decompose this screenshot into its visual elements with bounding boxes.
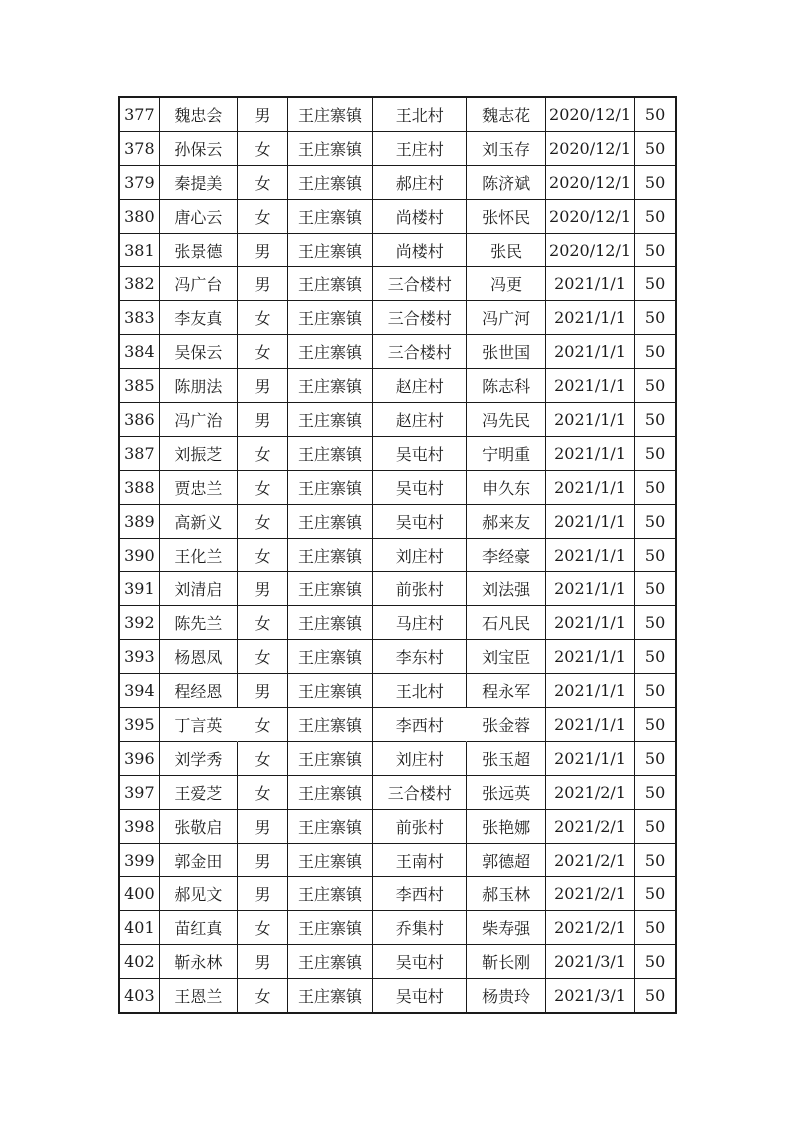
table-cell: 王庄寨镇 — [288, 979, 373, 1012]
table-cell: 390 — [120, 539, 160, 573]
table-cell: 50 — [644, 986, 666, 1006]
table-cell: 393 — [120, 640, 160, 674]
table-cell: 男 — [238, 369, 288, 403]
table-row — [120, 98, 675, 132]
table-cell: 男 — [238, 234, 288, 268]
table-cell: 女 — [238, 471, 288, 505]
table-cell: 郝玉林 — [467, 877, 545, 911]
table-row — [120, 437, 675, 471]
table-cell: 381 — [120, 234, 160, 268]
table-cell: 50 — [635, 132, 675, 166]
table-cell: 50 — [635, 539, 675, 573]
table-cell: 403 — [120, 979, 160, 1012]
table-cell: 2021/2/1 — [546, 911, 635, 945]
table-cell: 2021/1/1 — [546, 742, 635, 776]
table-cell: 程经恩 — [160, 674, 238, 708]
table-body — [120, 98, 675, 1012]
table-cell: 女 — [238, 776, 288, 810]
table-cell: 50 — [635, 674, 675, 708]
table-cell: 王庄寨镇 — [288, 471, 373, 505]
table-cell: 50 — [635, 98, 675, 132]
table-cell: 郝庄村 — [373, 166, 467, 200]
table-row — [120, 505, 675, 539]
table-cell: 50 — [635, 877, 675, 911]
table-cell: 396 — [120, 742, 160, 776]
table-cell: 50 — [635, 572, 675, 606]
table-cell: 贾忠兰 — [160, 471, 238, 505]
table-row — [120, 844, 675, 878]
table-cell: 50 — [635, 810, 675, 844]
table-cell: 50 — [635, 369, 675, 403]
table-cell: 吴保云 — [160, 335, 238, 369]
table-cell: 402 — [120, 945, 160, 979]
table-cell: 李西村 — [373, 708, 467, 742]
table-cell: 魏忠会 — [160, 98, 238, 132]
table-cell: 女 — [238, 979, 288, 1012]
table-cell: 2020/12/1 — [546, 98, 635, 132]
table-cell: 391 — [120, 572, 160, 606]
table-cell: 50 — [635, 267, 675, 301]
table-row — [120, 606, 675, 640]
table-cell: 王庄寨镇 — [288, 166, 373, 200]
table-cell: 王庄寨镇 — [288, 505, 373, 539]
table-cell: 郭金田 — [160, 844, 238, 878]
table-cell: 2021/1/1 — [546, 369, 635, 403]
table-cell: 王庄寨镇 — [288, 132, 373, 166]
table-cell: 宁明重 — [467, 437, 545, 471]
table-row — [120, 132, 675, 166]
table-cell: 王庄寨镇 — [288, 369, 373, 403]
table-cell: 张敬启 — [160, 810, 238, 844]
table-cell: 吴屯村 — [373, 471, 467, 505]
table-cell: 2021/2/1 — [546, 877, 635, 911]
table-cell: 50 — [635, 166, 675, 200]
table-cell: 50 — [635, 437, 675, 471]
table-cell: 2021/1/1 — [546, 403, 635, 437]
table-cell: 380 — [120, 200, 160, 234]
records-table — [118, 96, 677, 1014]
table-cell: 50 — [635, 505, 675, 539]
table-cell: 女 — [238, 301, 288, 335]
table-cell: 389 — [120, 505, 160, 539]
table-cell: 王北村 — [373, 98, 467, 132]
table-cell: 程永军 — [467, 674, 545, 708]
table-cell: 50 — [635, 403, 675, 437]
table-cell: 刘宝臣 — [467, 640, 545, 674]
table-cell: 丁言英 — [160, 708, 238, 742]
table-cell: 王庄村 — [373, 132, 467, 166]
table-cell: 王庄寨镇 — [288, 200, 373, 234]
table-cell: 李西村 — [373, 877, 467, 911]
table-cell: 冯广治 — [160, 403, 238, 437]
table-cell: 2021/1/1 — [546, 640, 635, 674]
table-row — [120, 166, 675, 200]
table-cell: 2021/1/1 — [546, 505, 635, 539]
table-cell: 张民 — [467, 234, 545, 268]
table-cell: 郝来友 — [467, 505, 545, 539]
table-cell: 2021/3/1 — [546, 979, 635, 1012]
table-cell: 王庄寨镇 — [288, 301, 373, 335]
table-cell: 马庄村 — [373, 606, 467, 640]
table-cell: 男 — [238, 945, 288, 979]
table-cell: 女 — [238, 640, 288, 674]
table-cell: 苗红真 — [160, 911, 238, 945]
table-cell: 2020/12/1 — [546, 234, 635, 268]
table-cell: 401 — [120, 911, 160, 945]
table-cell: 张玉超 — [467, 742, 545, 776]
table-row — [120, 810, 675, 844]
table-cell: 男 — [238, 674, 288, 708]
table-cell: 刘庄村 — [373, 539, 467, 573]
table-cell: 前张村 — [373, 572, 467, 606]
table-cell: 50 — [635, 301, 675, 335]
table-cell: 女 — [238, 132, 288, 166]
table-cell: 2021/1/1 — [546, 708, 635, 742]
table-cell: 2021/1/1 — [546, 267, 635, 301]
table-row — [120, 572, 675, 606]
table-cell: 男 — [238, 810, 288, 844]
table-cell: 王庄寨镇 — [288, 437, 373, 471]
table-cell: 申久东 — [467, 471, 545, 505]
table-cell: 377 — [120, 98, 160, 132]
table-cell: 王庄寨镇 — [288, 572, 373, 606]
table-row — [120, 708, 675, 742]
table-cell: 50 — [635, 606, 675, 640]
table-cell: 2020/12/1 — [546, 166, 635, 200]
table-row — [120, 267, 675, 301]
table-row — [120, 742, 675, 776]
table-cell: 2021/1/1 — [546, 674, 635, 708]
table-cell: 前张村 — [373, 810, 467, 844]
table-cell: 378 — [120, 132, 160, 166]
table-cell: 王化兰 — [160, 539, 238, 573]
table-cell: 刘玉存 — [467, 132, 545, 166]
table-row — [120, 471, 675, 505]
table-cell: 冯更 — [467, 267, 545, 301]
table-cell: 尚楼村 — [373, 200, 467, 234]
table-cell: 50 — [635, 911, 675, 945]
table-cell: 398 — [120, 810, 160, 844]
table-cell: 刘学秀 — [160, 742, 238, 776]
table-cell: 尚楼村 — [373, 234, 467, 268]
table-cell: 高新义 — [160, 505, 238, 539]
table-row — [120, 877, 675, 911]
table-cell: 陈朋法 — [160, 369, 238, 403]
table-cell: 王恩兰 — [160, 979, 238, 1012]
table-cell: 2021/2/1 — [546, 776, 635, 810]
table-cell: 陈济斌 — [467, 166, 545, 200]
table-cell: 2021/3/1 — [546, 945, 635, 979]
table-cell: 2021/1/1 — [546, 301, 635, 335]
table-cell: 杨恩凤 — [160, 640, 238, 674]
table-cell: 刘振芝 — [160, 437, 238, 471]
table-cell: 王南村 — [373, 844, 467, 878]
table-cell: 三合楼村 — [373, 335, 467, 369]
table-row — [120, 301, 675, 335]
table-cell: 394 — [120, 674, 160, 708]
table-cell: 王爱芝 — [160, 776, 238, 810]
table-cell: 男 — [238, 572, 288, 606]
table-cell: 赵庄村 — [373, 403, 467, 437]
table-cell: 50 — [635, 844, 675, 878]
table-cell: 张远英 — [467, 776, 545, 810]
table-cell: 50 — [635, 640, 675, 674]
table-cell: 吴屯村 — [373, 437, 467, 471]
table-cell: 靳永林 — [160, 945, 238, 979]
table-cell: 冯广河 — [467, 301, 545, 335]
table-cell: 王庄寨镇 — [288, 539, 373, 573]
table-cell: 冯先民 — [467, 403, 545, 437]
table-cell: 三合楼村 — [373, 301, 467, 335]
table-cell: 李东村 — [373, 640, 467, 674]
table-cell: 张艳娜 — [467, 810, 545, 844]
table-cell: 陈志科 — [467, 369, 545, 403]
table-cell: 郝见文 — [160, 877, 238, 911]
table-cell: 50 — [635, 200, 675, 234]
table-cell: 孙保云 — [160, 132, 238, 166]
table-cell: 王庄寨镇 — [288, 335, 373, 369]
table-cell: 王庄寨镇 — [288, 267, 373, 301]
table-cell: 男 — [238, 403, 288, 437]
table-cell: 女 — [238, 437, 288, 471]
table-cell: 男 — [238, 844, 288, 878]
table-cell: 张金蓉 — [467, 708, 545, 742]
table-cell: 50 — [635, 335, 675, 369]
table-cell: 王庄寨镇 — [288, 810, 373, 844]
table-cell: 杨贵玲 — [467, 979, 545, 1012]
table-cell: 女 — [238, 911, 288, 945]
table-cell: 刘法强 — [467, 572, 545, 606]
table-cell: 陈先兰 — [160, 606, 238, 640]
table-cell: 王北村 — [373, 674, 467, 708]
table-cell: 女 — [238, 606, 288, 640]
table-cell: 王庄寨镇 — [288, 911, 373, 945]
table-cell: 400 — [120, 877, 160, 911]
table-cell: 2021/1/1 — [546, 335, 635, 369]
table-cell: 379 — [120, 166, 160, 200]
table-cell: 乔集村 — [373, 911, 467, 945]
table-cell: 赵庄村 — [373, 369, 467, 403]
table-cell: 王庄寨镇 — [288, 844, 373, 878]
table-cell: 刘庄村 — [373, 742, 467, 776]
table-row — [120, 539, 675, 573]
table-row — [120, 945, 675, 979]
table-cell: 张景德 — [160, 234, 238, 268]
table-cell: 2021/1/1 — [546, 471, 635, 505]
table-cell: 秦提美 — [160, 166, 238, 200]
table-row — [120, 640, 675, 674]
table-cell: 王庄寨镇 — [288, 877, 373, 911]
table-cell: 张世国 — [467, 335, 545, 369]
table-cell: 三合楼村 — [373, 776, 467, 810]
table-cell: 384 — [120, 335, 160, 369]
table-cell: 男 — [238, 98, 288, 132]
table-cell: 50 — [635, 234, 675, 268]
table-cell: 郭德超 — [467, 844, 545, 878]
table-cell: 2021/2/1 — [546, 844, 635, 878]
table-cell: 王庄寨镇 — [288, 674, 373, 708]
table-cell: 女 — [238, 539, 288, 573]
table-row — [120, 979, 675, 1012]
table-cell: 男 — [238, 877, 288, 911]
table-cell: 50 — [635, 708, 675, 742]
table-cell: 吴屯村 — [373, 505, 467, 539]
table-cell: 50 — [635, 776, 675, 810]
table-cell: 李友真 — [160, 301, 238, 335]
table-cell: 唐心云 — [160, 200, 238, 234]
table-cell: 三合楼村 — [373, 267, 467, 301]
table-cell: 吴屯村 — [373, 979, 467, 1012]
table-cell: 魏志花 — [467, 98, 545, 132]
table-cell: 50 — [635, 471, 675, 505]
table-cell: 女 — [238, 708, 288, 742]
table-cell: 女 — [238, 335, 288, 369]
table-cell: 女 — [238, 200, 288, 234]
table-row — [120, 403, 675, 437]
table-cell: 2021/1/1 — [546, 539, 635, 573]
table-cell: 王庄寨镇 — [288, 945, 373, 979]
table-cell: 383 — [120, 301, 160, 335]
table-cell: 王庄寨镇 — [288, 403, 373, 437]
table-cell: 刘清启 — [160, 572, 238, 606]
table-row — [120, 776, 675, 810]
table-cell: 50 — [635, 742, 675, 776]
table-cell: 2021/1/1 — [546, 572, 635, 606]
table-cell: 385 — [120, 369, 160, 403]
table-cell: 吴屯村 — [373, 945, 467, 979]
table-cell: 2020/12/1 — [546, 132, 635, 166]
table-cell: 王庄寨镇 — [288, 708, 373, 742]
table-cell: 2021/1/1 — [546, 437, 635, 471]
table-cell: 王庄寨镇 — [288, 742, 373, 776]
table-cell: 王庄寨镇 — [288, 640, 373, 674]
table-cell: 397 — [120, 776, 160, 810]
table-cell: 50 — [635, 945, 675, 979]
table-cell: 399 — [120, 844, 160, 878]
table-cell: 392 — [120, 606, 160, 640]
table-cell: 石凡民 — [467, 606, 545, 640]
table-cell: 2021/2/1 — [546, 810, 635, 844]
table-cell: 李经豪 — [467, 539, 545, 573]
table-cell: 男 — [238, 267, 288, 301]
table-cell: 382 — [120, 267, 160, 301]
table-cell: 395 — [120, 708, 160, 742]
table-cell: 王庄寨镇 — [288, 98, 373, 132]
table-cell: 2020/12/1 — [546, 200, 635, 234]
table-cell: 冯广台 — [160, 267, 238, 301]
table-cell: 388 — [120, 471, 160, 505]
table-cell: 387 — [120, 437, 160, 471]
table-cell: 女 — [238, 166, 288, 200]
table-cell: 2021/1/1 — [546, 606, 635, 640]
table-row — [120, 674, 675, 708]
table-cell: 女 — [238, 505, 288, 539]
table-cell: 王庄寨镇 — [288, 606, 373, 640]
table-row — [120, 369, 675, 403]
table-cell: 386 — [120, 403, 160, 437]
table-cell: 女 — [238, 742, 288, 776]
table-cell: 王庄寨镇 — [288, 234, 373, 268]
table-cell: 柴寿强 — [467, 911, 545, 945]
table-cell: 王庄寨镇 — [288, 776, 373, 810]
table-row — [120, 335, 675, 369]
records-table-grid — [120, 98, 675, 1012]
table-row — [120, 200, 675, 234]
table-row — [120, 234, 675, 268]
table-cell: 张怀民 — [467, 200, 545, 234]
table-cell: 靳长刚 — [467, 945, 545, 979]
table-row — [120, 911, 675, 945]
